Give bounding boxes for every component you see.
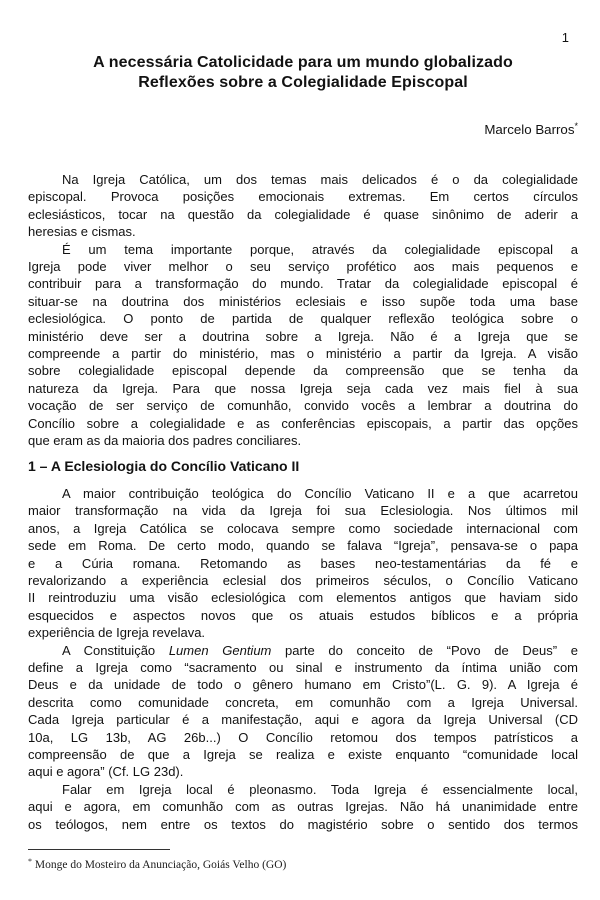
body-line: esquecidos e aspectos novos que os atuais estudos bíblicos e a própria xyxy=(28,607,578,623)
body-line: compreensão de que a Igreja se realiza e existe enquanto “comunidade local xyxy=(28,747,578,762)
body-line: descrita como comunidade concreta, em comunhão com a Igreja Universal. xyxy=(28,694,578,710)
body-line: contribuir para a transformação do mundo. Tratar da colegialidade episcopal é xyxy=(28,276,578,292)
body-line: 10a, LG 13b, AG 26b...) O Concílio retomou dos tempos patrísticos a xyxy=(28,729,578,745)
footnote-text xyxy=(28,855,578,872)
body-line: heresias e cismas. xyxy=(28,224,136,240)
body-line: natureza da Igreja. Para que nossa Igreja seja cada vez mais fiel à sua xyxy=(28,380,578,396)
body-line: Falar em Igreja local é pleonasmo. Toda Igreja é essencialmente local, xyxy=(62,781,578,797)
body-line: episcopal. Provoca posições emocionais extremas. Em certos círculos xyxy=(28,189,578,205)
body-line: compreende a partir do ministério, mas o ministério a partir da Igreja. A visão xyxy=(28,346,578,362)
body-line: anos, a Igreja Católica se colocava sempre como sociedade internacional com xyxy=(28,520,578,536)
body-line: revalorizando a experiência eclesial dos primeiros séculos, o Concílio Vaticano xyxy=(28,572,578,588)
body-line: situar-se na doutrina dos ministérios eclesiais e isso supõe toda uma base xyxy=(28,293,578,309)
title-line-2: Reflexões sobre a Colegialidade Episcopal xyxy=(138,74,468,91)
paragraph xyxy=(28,171,578,241)
paragraph xyxy=(28,642,578,781)
body-line: define a Igreja como “sacramento ou sinal e instrumento da íntima união com xyxy=(28,659,578,675)
body-line: A Constituição Lumen Gentium parte do conceito de “Povo de Deus” e xyxy=(62,642,578,658)
footnote-marker: * xyxy=(28,857,32,866)
body-line: que eram as da maioria dos padres conciliares. xyxy=(28,433,302,449)
title-line-1: A necessária Catolicidade para um mundo globalizado xyxy=(93,54,513,71)
body-line: vocação de ser serviço de comunhão, convido vocês a lembrar a doutrina do xyxy=(28,398,578,414)
author-footnote-marker: * xyxy=(574,121,578,131)
body-line: aqui e agora, em comunhão com as outras Igrejas. Não há unanimidade entre xyxy=(28,799,578,815)
body-line: A maior contribuição teológica do Concílio Vaticano II e a que acarretou xyxy=(62,485,578,501)
body-line: eclesiológica. O ponto de partida de qualquer reflexão teológica sobre o xyxy=(28,311,578,327)
body-line: Deus e da unidade de todo o gênero humano em Cristo”(L. G. 9). A Igreja é xyxy=(28,677,578,693)
body-line: os teólogos, nem entre os textos do magistério sobre o sentido dos termos xyxy=(28,816,578,832)
body-line: sobre colegialidade episcopal depende da compreensão que se tenha da xyxy=(28,363,578,379)
paragraph xyxy=(28,485,578,642)
body-line: Concílio sobre a colegialidade e as conferências episcopais, a partir das opções xyxy=(28,415,578,431)
footnote xyxy=(28,849,578,872)
paragraph xyxy=(28,781,578,833)
footnote-body: Monge do Mosteiro da Anunciação, Goiás Velho (GO) xyxy=(34,859,287,871)
document-title xyxy=(28,53,578,93)
body-line: ministério deve ser a doutrina sobre a Igreja. Não é a Igreja que se xyxy=(28,328,578,344)
body-line: eclesiásticos, tocar na questão da colegialidade é quase sinônimo de aderir a xyxy=(28,206,578,222)
footnote-separator xyxy=(28,849,170,850)
body-line: sede em Roma. De certo modo, quando se falava “Igreja”, pensava-se o papa xyxy=(28,538,578,554)
paragraph xyxy=(28,241,578,450)
body-line: maior transformação na vida da Igreja foi sua Eclesiologia. Nos últimos mil xyxy=(28,503,578,519)
page-number: 1 xyxy=(561,30,569,45)
author-line xyxy=(28,119,578,137)
section-heading: 1 – A Eclesiologia do Concílio Vaticano II xyxy=(28,457,300,474)
body-line: É um tema importante porque, através da colegialidade episcopal a xyxy=(62,241,578,257)
body-line: aqui e agora” (Cf. LG 23d). xyxy=(28,764,184,780)
author-name: Marcelo Barros xyxy=(484,122,575,137)
body-line: e a Cúria romana. Retomando as bases neo-testamentárias da fé e xyxy=(28,555,578,571)
italic-text: Lumen Gentium xyxy=(168,642,272,658)
body-line: experiência de Igreja revelava. xyxy=(28,625,206,641)
body-line: II reintroduziu uma visão eclesiológica com elementos antigos que haviam sido xyxy=(28,590,578,606)
body-line: Na Igreja Católica, um dos temas mais delicados é o da colegialidade xyxy=(62,172,578,187)
body-line: Igreja pode viver melhor o seu serviço profético aos mais pequenos e xyxy=(28,259,578,275)
body-line: Cada Igreja particular é a manifestação, aqui e agora da Igreja Universal (CD xyxy=(28,712,578,728)
document-body xyxy=(28,171,578,833)
